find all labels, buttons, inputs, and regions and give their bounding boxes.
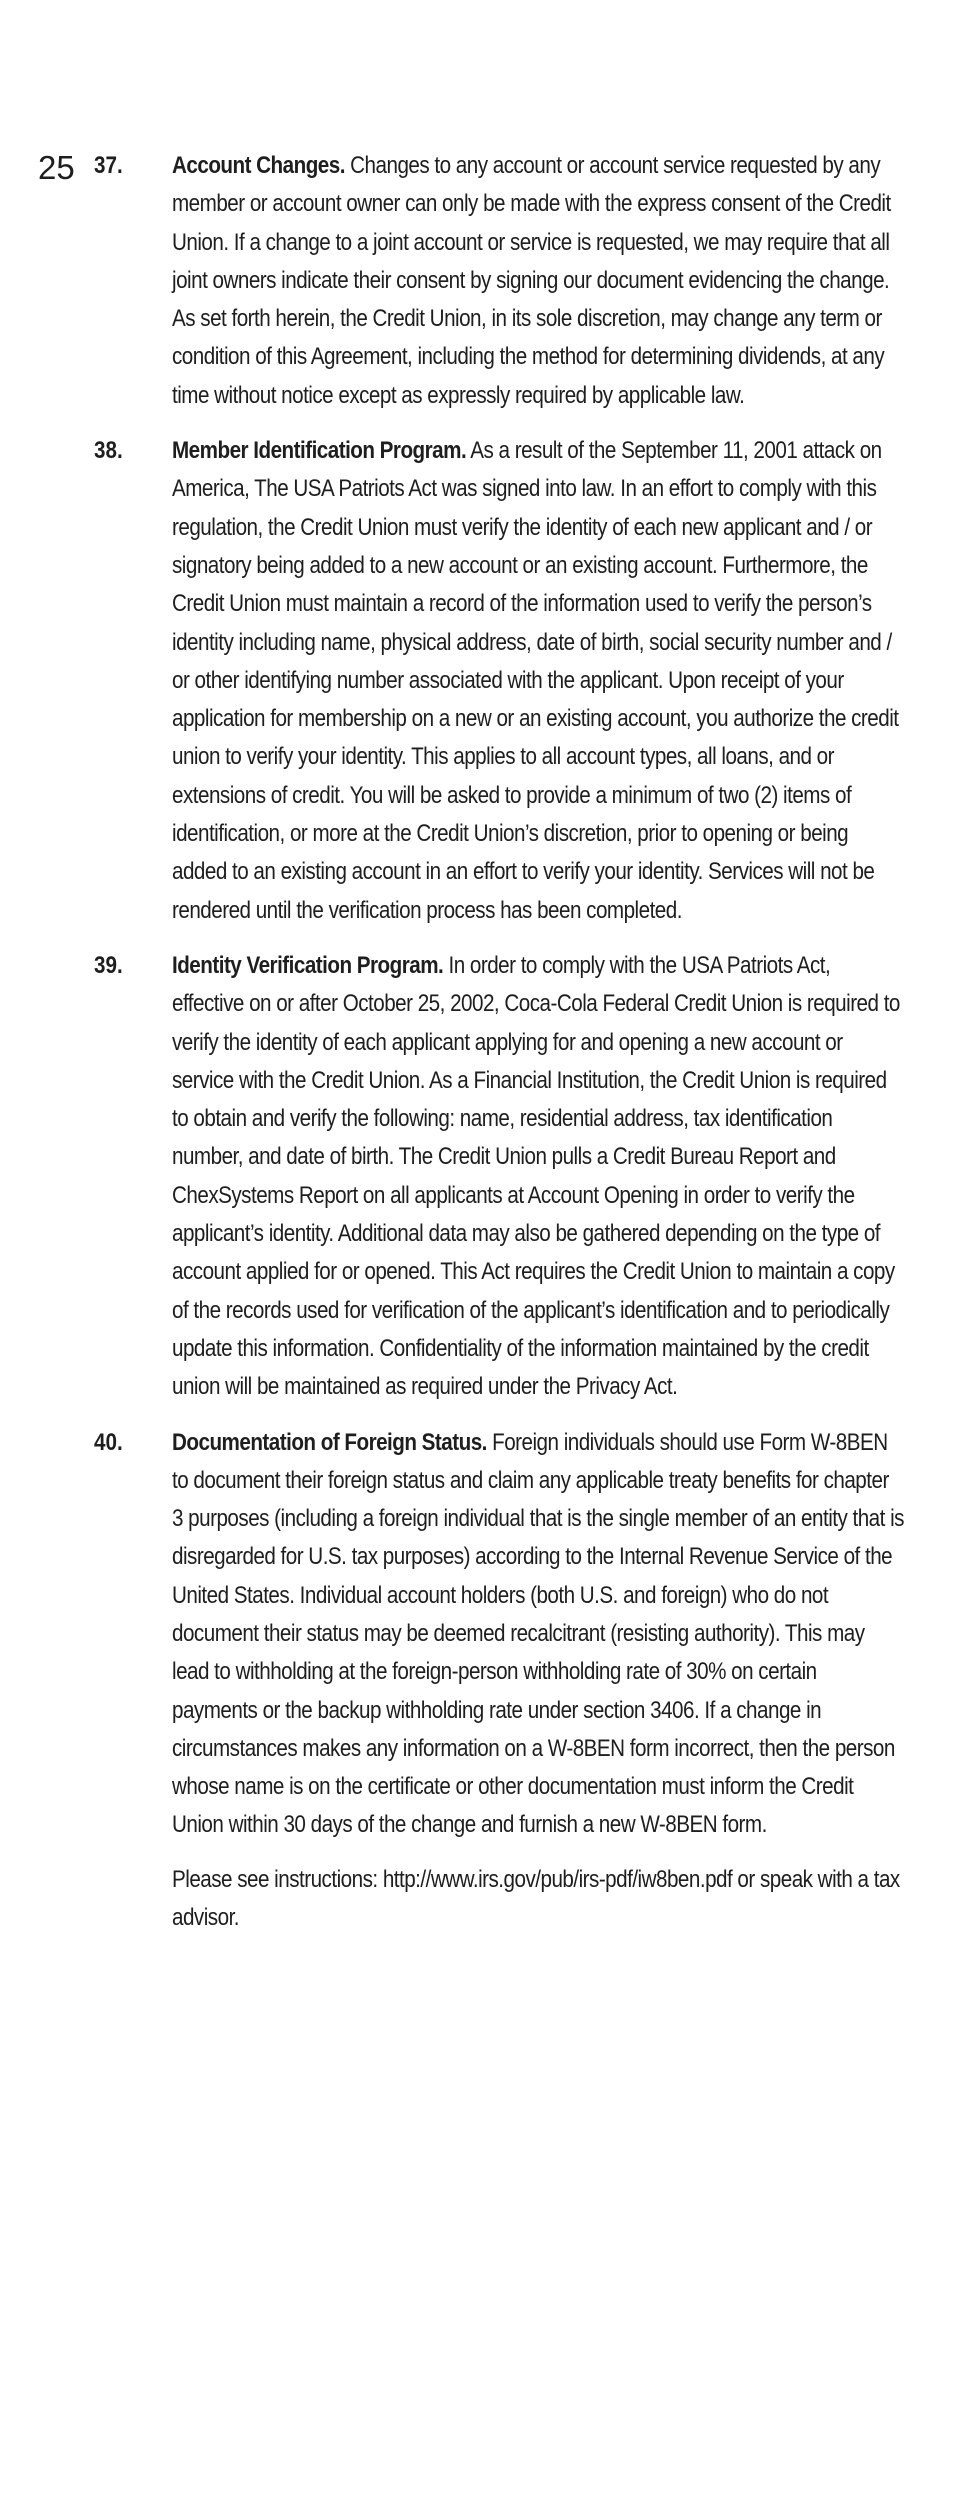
- section-paragraph: [172, 147, 904, 415]
- section-documentation-of-foreign-status: [94, 1424, 906, 1938]
- section-text: Foreign individuals should use Form W-8BEN to document their foreign status and claim any applicable treaty benefits for chapter 3 purposes (including a foreign individual that is the single member of an entity that is disregarded for U.S. tax purposes) according to the Internal Revenue Service of the United States. Individual account holders (both U.S. and foreign) who do not document their status may be deemed recalcitrant (resisting authority). This may lead to withholding at the foreign-person withholding rate of 30% on certain payments or the backup withholding rate under section 3406. If a change in circumstances makes any information on a W-8BEN form incorrect, then the person whose name is on the certificate or other documentation must inform the Credit Union within 30 days of the change and furnish a new W-8BEN form.: [172, 1428, 904, 1839]
- section-number: 37.: [94, 152, 123, 179]
- section-text: In order to comply with the USA Patriots Act, effective on or after October 25, 2002, Coca-Cola Federal Credit Union is required to verify the identity of each applicant applying for and opening a new account or service with the Credit Union. As a Financial Institution, the Credit Union is required to obtain and verify the following: name, residential address, tax identification number, and date of birth. The Credit Union pulls a Credit Bureau Report and ChexSystems Report on all applicants at Account Opening in order to verify the applicant’s identity. Additional data may also be gathered depending on the type of account applied for or opened. This Act requires the Credit Union to maintain a copy of the records used for verification of the applicant’s identification and to periodically update this information. Confidentiality of the information maintained by the credit union will be maintained as required under the Privacy Act.: [172, 951, 900, 1401]
- section-text: Changes to any account or account service requested by any member or account owner can only be made with the express consent of the Credit Union. If a change to a joint account or service is requested, we may require that all joint owners indicate their consent by signing our document evidencing the change. As set forth herein, the Credit Union, in its sole discretion, may change any term or condition of this Agreement, including the method for determining dividends, at any time without notice except as expressly required by applicable law.: [172, 152, 891, 409]
- section-member-identification-program: [94, 432, 906, 930]
- section-text: As a result of the September 11, 2001 attack on America, The USA Patriots Act was signed into law. In an effort to comply with this regulation, the Credit Union must verify the identity of each new applicant and / or signatory being added to a new account or an existing account. Furthermore, the Credit Union must maintain a record of the information used to verify the person’s identity including name, physical address, date of birth, social security number and / or other identifying number associated with the applicant. Upon receipt of your application for membership on a new or an existing account, you authorize the credit union to verify your identity. This applies to all account types, all loans, and or extensions of credit. You will be asked to provide a minimum of two (2) items of identification, or more at the Credit Union’s discretion, prior to opening or being added to an existing account in an effort to verify your identity. Services will not be rendered until the verification process has been completed.: [172, 437, 899, 924]
- section-title: Identity Verification Program.: [172, 951, 444, 979]
- page-number: 25: [38, 149, 75, 186]
- section-title: Account Changes.: [172, 152, 345, 179]
- section-number: 38.: [94, 437, 123, 465]
- section-number: 40.: [94, 1428, 123, 1456]
- document-body: [94, 147, 906, 1954]
- section-body: [172, 1424, 906, 1938]
- section-identity-verification-program: [94, 947, 906, 1407]
- section-paragraph: [172, 947, 904, 1407]
- instructions-note: Please see instructions: http://www.irs.gov/pub/irs-pdf/iw8ben.pdf or speak with a tax advisor.: [172, 1865, 900, 1932]
- section-paragraph: [172, 1424, 904, 1845]
- section-body: [172, 947, 906, 1407]
- section-body: [172, 147, 906, 415]
- section-paragraph: [172, 432, 904, 930]
- section-title: Documentation of Foreign Status.: [172, 1428, 487, 1456]
- section-title: Member Identification Program.: [172, 437, 467, 465]
- section-account-changes: [94, 147, 906, 415]
- section-number: 39.: [94, 951, 123, 979]
- section-body: [172, 432, 906, 930]
